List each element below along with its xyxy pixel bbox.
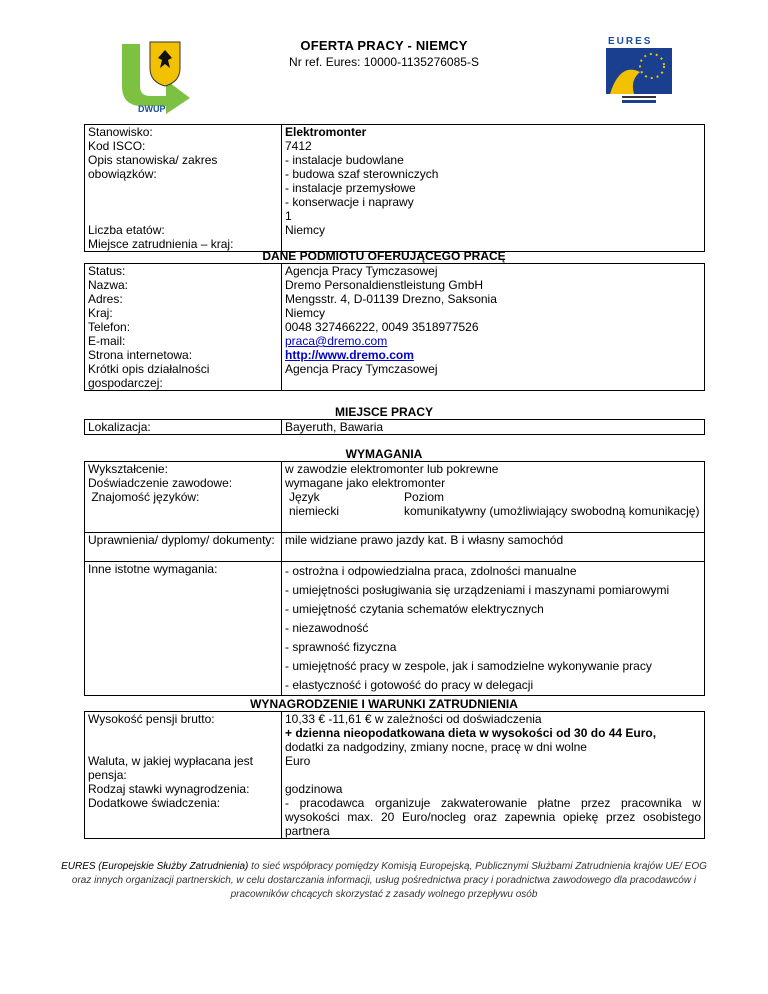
benefits-value: - pracodawca organizuje zakwaterowanie płatne przez pracownika w wysokości max. 20 Euro/nocleg oraz zapewnia opiekę przez osobistego partnera [285,796,701,838]
label-email: E-mail: [88,334,126,348]
label-location: Lokalizacja: [85,420,282,435]
requirements-title: WYMAGANIA [345,447,423,461]
label-address: Adres: [88,292,123,306]
label-currency: Waluta, w jakiej wypłacana jest pensja: [88,754,253,782]
duty-item: - instalacje przemysłowe [285,181,416,195]
allowances-value: dodatki za nadgodziny, zmiany nocne, pracę w dni wolne [285,740,587,754]
workplace-title: MIEJSCE PRACY [334,405,434,419]
label-business: Krótki opis działalności gospodarczej: [88,362,210,390]
label-benefits: Dodatkowe świadczenia: [88,796,221,810]
page-title: OFERTA PRACY - NIEMCY [300,38,468,53]
footer-line-3: pracowników chcących skorzystać z zasady wolnego przepływu osób [230,889,538,900]
svg-text:DWUP: DWUP [138,104,166,114]
requirement-item: - elastyczność i gotowość do pracy w delegacji [285,678,534,692]
duty-item: - budowa szaf sterowniczych [285,167,439,181]
label-experience: Doświadczenie zawodowe: [88,476,233,490]
job-table [84,124,705,252]
count-value: 1 [285,209,292,223]
job-values [282,125,705,252]
requirement-item: - umiejętność pracy w zespole, jak i samodzielne wykonywanie pracy [285,659,652,673]
experience-value: wymagane jako elektromonter [285,476,446,490]
rate-value: godzinowa [285,782,343,796]
label-education: Wykształcenie: [88,462,168,476]
label-languages: Znajomość języków: [88,490,200,504]
business-value: Agencja Pracy Tymczasowej [285,362,438,376]
label-isco: Kod ISCO: [88,139,146,153]
label-other: Inne istotne wymagania: [85,562,282,696]
phone-value: 0048 327466222, 0049 3518977526 [285,320,479,334]
requirement-item: - umiejętności posługiwania się urządzeniami i maszynami pomiarowymi [285,583,670,597]
label-permits: Uprawnienia/ dyplomy/ dokumenty: [85,533,282,562]
label-status: Status: [88,264,126,278]
label-position: Stanowisko: [88,125,153,139]
label-country: Miejsce zatrudnienia – kraj: [88,237,234,251]
email-link[interactable]: praca@dremo.com [285,334,388,348]
employer-table [84,263,705,391]
label-count: Liczba etatów: [88,223,165,237]
footer-note [60,860,708,902]
svg-text:EURES: EURES [608,36,653,47]
label-rate: Rodzaj stawki wynagrodzenia: [88,782,250,796]
name-value: Dremo Personaldienstleistung GmbH [285,278,484,292]
footer-line-1: to sieć współpracy pomiędzy Komisją Europejską, Publicznymi Służbami Zatrudnienia krajów UE/ EOG [248,861,707,872]
isco-value: 7412 [285,139,312,153]
currency-value: Euro [285,754,311,768]
employer-title: DANE PODMIOTU OFERUJĄCEGO PRACĘ [262,249,506,263]
lang-col-header: Język [289,490,320,504]
status-value: Agencja Pracy Tymczasowej [285,264,438,278]
requirement-item: - ostrożna i odpowiedzialna praca, zdolności manualne [285,564,577,578]
requirement-item: - sprawność fizyczna [285,640,397,654]
language-level: komunikatywny (umożliwiający swobodną komunikację) [404,504,700,518]
workplace-table [84,419,705,435]
salary-table [84,711,705,839]
level-col-header: Poziom [404,490,445,504]
label-country: Kraj: [88,306,113,320]
duty-item: - konserwacje i naprawy [285,195,414,209]
address-value: Mengsstr. 4, D-01139 Drezno, Saksonia [285,292,497,306]
education-value: w zawodzie elektromonter lub pokrewne [285,462,499,476]
language-table [285,490,701,518]
label-phone: Telefon: [88,320,131,334]
country-value: Niemcy [285,306,326,320]
label-gross: Wysokość pensji brutto: [88,712,215,726]
reference-number: Nr ref. Eures: 10000-1135276085-S [289,55,479,69]
requirements-table [84,461,705,696]
footer-line-2: oraz innych organizacji partnerskich, w celu dostarczania informacji, usług pośrednictwa pracy i poradnictwa zawodowego dla pracodawców i [71,875,697,886]
job-labels [85,125,282,252]
duty-item: - instalacje budowlane [285,153,404,167]
gross-value: 10,33 € -11,61 € w zależności od doświadczenia [285,712,542,726]
requirement-item: - umiejętność czytania schematów elektrycznych [285,602,544,616]
footer-eures: EURES (Europejskie Służby Zatrudnienia) [61,861,249,872]
label-name: Nazwa: [88,278,129,292]
permits-value: mile widziane prawo jazdy kat. B i własny samochód [282,533,705,562]
language-name: niemiecki [289,504,340,518]
label-description: Opis stanowiska/ zakres obowiązków: [88,153,218,181]
diet-value: + dzienna nieopodatkowana dieta w wysokości od 30 do 44 Euro, [285,726,657,740]
position-value: Elektromonter [285,125,367,139]
salary-title: WYNAGRODZENIE I WARUNKI ZATRUDNIENIA [250,697,518,711]
website-link[interactable]: http://www.dremo.com [285,348,414,362]
location-value: Bayeruth, Bawaria [282,420,705,435]
requirement-item: - niezawodność [285,621,369,635]
label-website: Strona internetowa: [88,348,193,362]
country-value: Niemcy [285,223,326,237]
